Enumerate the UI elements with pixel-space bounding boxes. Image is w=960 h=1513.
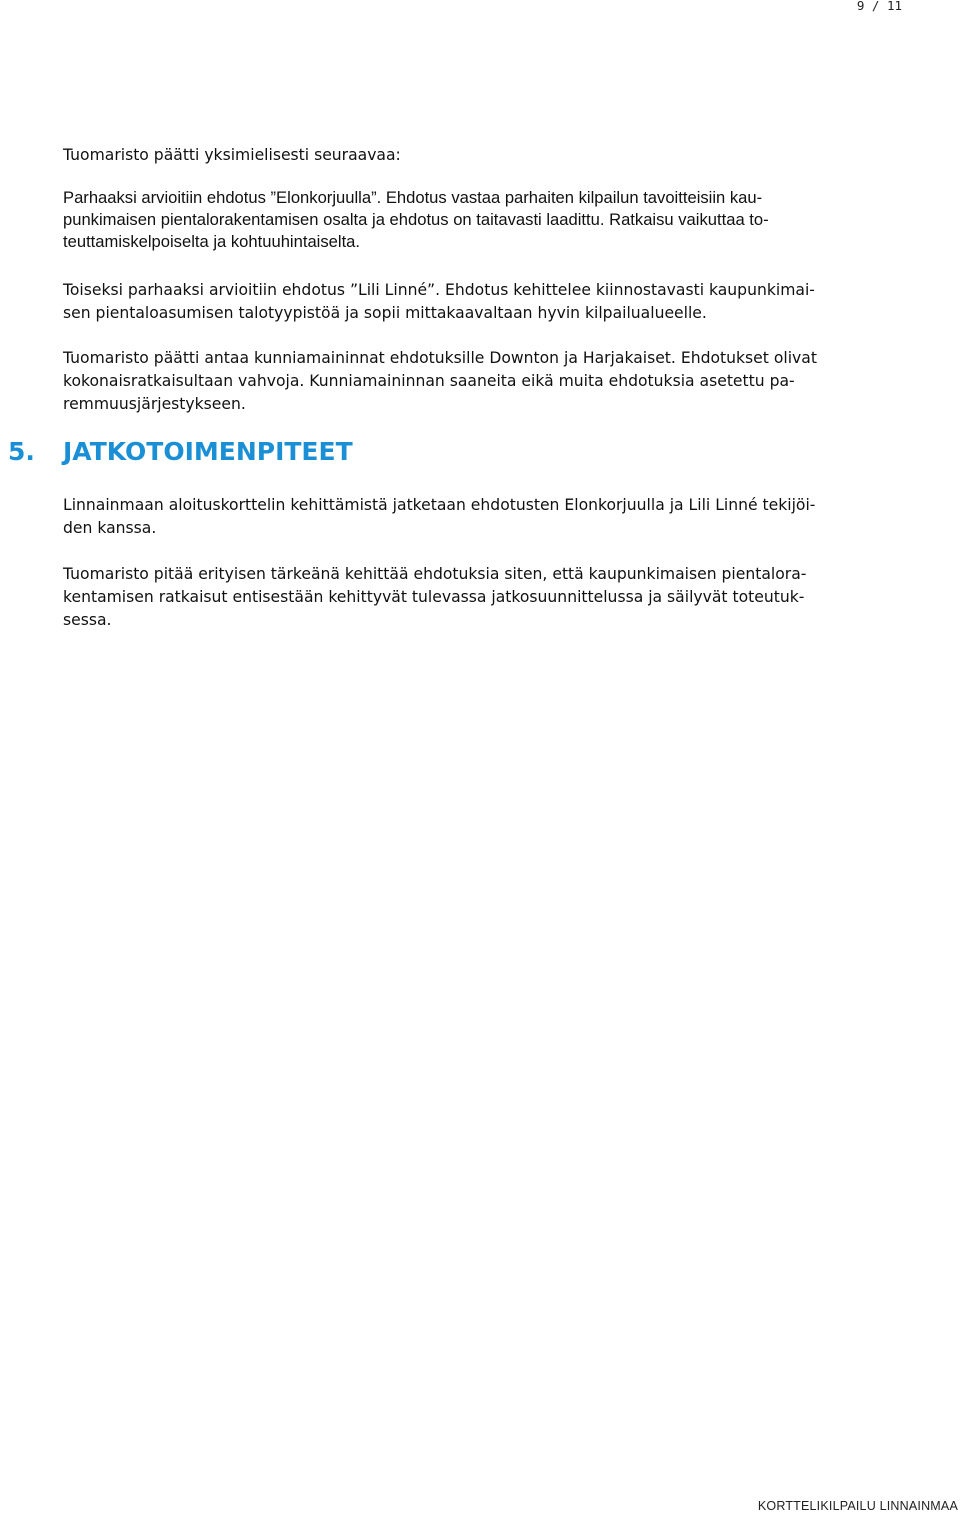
section-number: 5. [8, 437, 35, 466]
paragraph-first-place-line: teuttamiskelpoiselta ja kohtuuhintaiselta. [63, 232, 361, 251]
paragraph-honorable-mentions-line: remmuusjärjestykseen. [63, 395, 246, 413]
section-title: JATKOTOIMENPITEET [63, 437, 353, 466]
section-heading [8, 434, 353, 470]
paragraph-first-place-line: Parhaaksi arvioitiin ehdotus ”Elonkorjuulla”. Ehdotus vastaa parhaiten kilpailun tavoitteisiin kau- [63, 188, 763, 207]
page-number: 9 / 11 [856, 0, 902, 13]
paragraph-importance-line: sessa. [63, 611, 112, 629]
footer-title: KORTTELIKILPAILU LINNAINMAA [757, 1499, 958, 1513]
paragraph-honorable-mentions-line: Tuomaristo päätti antaa kunniamaininnat ehdotuksille Downton ja Harjakaiset. Ehdotukset olivat [63, 349, 817, 367]
paragraph-first-place-line: punkimaisen pientalorakentamisen osalta ja ehdotus on taitavasti laadittu. Ratkaisu vaikuttaa to- [63, 210, 769, 229]
paragraph-importance-line: Tuomaristo pitää erityisen tärkeänä kehittää ehdotuksia siten, että kaupunkimaisen pientalora- [63, 565, 807, 583]
paragraph-honorable-mentions-line: kokonaisratkaisultaan vahvoja. Kunniamaininnan saaneita eikä muita ehdotuksia asetettu pa- [63, 372, 795, 390]
paragraph-importance-line: kentamisen ratkaisut entisestään kehittyvät tulevassa jatkosuunnittelussa ja säilyvät toteutuk- [63, 588, 805, 606]
paragraph-second-place-line: sen pientaloasumisen talotyypistöä ja sopii mittakaavaltaan hyvin kilpailualueelle. [63, 304, 707, 322]
paragraph-second-place-line: Toiseksi parhaaksi arvioitiin ehdotus ”Lili Linné”. Ehdotus kehittelee kiinnostavasti kaupunkimai- [63, 281, 815, 299]
paragraph-intro-line: Tuomaristo päätti yksimielisesti seuraavaa: [63, 146, 401, 164]
paragraph-continuation-line: den kanssa. [63, 519, 157, 537]
paragraph-continuation-line: Linnainmaan aloituskorttelin kehittämistä jatketaan ehdotusten Elonkorjuulla ja Lili Linné tekijöi- [63, 496, 816, 514]
